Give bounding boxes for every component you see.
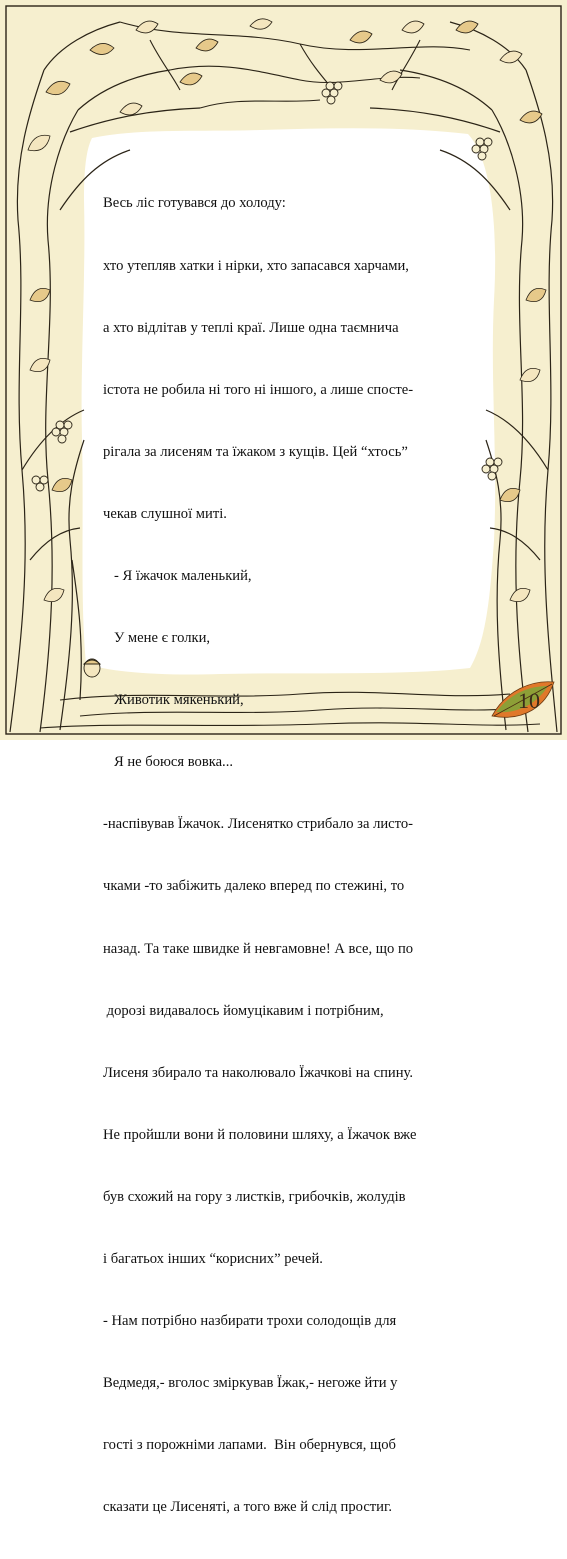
story-line: чекав слушної миті. bbox=[103, 505, 227, 522]
poem-line: - Я їжачок маленький, bbox=[103, 567, 252, 584]
story-line: -наспівував Їжачок. Лисенятко стрибало за листо- bbox=[103, 816, 413, 833]
story-line: - Нам потрібно назбирати трохи солодощів для bbox=[103, 1313, 397, 1330]
story-line: і багатьох інших “корисних” речей. bbox=[103, 1251, 323, 1267]
story-line: сказати це Лисеняті, а того вже й слід простиг. bbox=[103, 1499, 392, 1516]
story-line: істота не робила ні того ні іншого, а лише спосте- bbox=[103, 381, 414, 398]
story-line: Весь ліс готувався до холоду: bbox=[103, 195, 286, 212]
page-number: 10 bbox=[518, 688, 540, 713]
story-line: назад. Та таке швидке й невгамовне! А все, що по bbox=[103, 940, 414, 957]
acorn-icon bbox=[84, 659, 100, 677]
story-line: Не пройшли вони й половини шляху, а Їжачок вже bbox=[103, 1126, 417, 1143]
poem-line: У мене є голки, bbox=[103, 630, 211, 647]
story-text bbox=[103, 152, 463, 1559]
story-line: Лисеня збирало та наколювало Їжачкові на спину. bbox=[103, 1064, 414, 1081]
poem-line: Я не боюся вовка... bbox=[103, 754, 233, 771]
poem-line: Животик мякенький, bbox=[103, 692, 244, 709]
story-line: дорозі видавалось йомуцікавим і потрібним, bbox=[103, 1002, 384, 1019]
page-number-badge bbox=[488, 676, 558, 726]
story-line: був схожий на гору з листків, грибочків, жолудів bbox=[103, 1188, 406, 1205]
story-line: а хто відлітав у теплі краї. Лише одна таємнича bbox=[103, 319, 399, 336]
story-line: чками -то забіжить далеко вперед по стежині, то bbox=[103, 878, 405, 895]
story-line: рігала за лисеням та їжаком з кущів. Цей “хтось” bbox=[103, 443, 408, 460]
story-line: гості з порожніми лапами. Він обернувся, щоб bbox=[103, 1437, 396, 1454]
story-line: Ведмедя,- вголос зміркував Їжак,- негоже йти у bbox=[103, 1375, 398, 1392]
story-line: хто утепляв хатки і нірки, хто запасався харчами, bbox=[103, 257, 409, 274]
